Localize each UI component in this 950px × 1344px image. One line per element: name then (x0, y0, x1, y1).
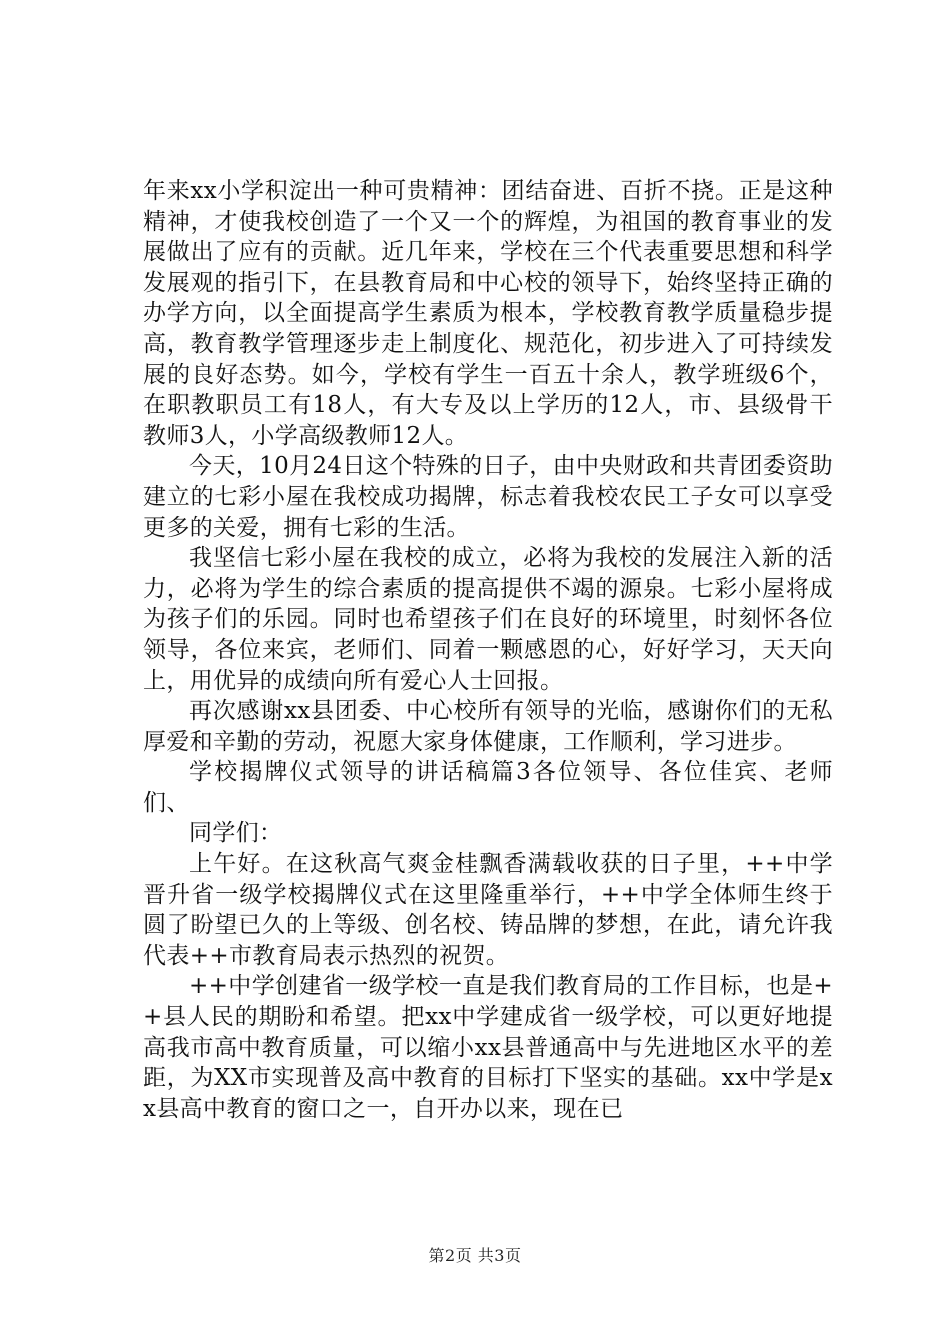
paragraph: 今天，10月24日这个特殊的日子，由中央财政和共青团委资助建立的七彩小屋在我校成功揭牌，标志着我校农民工子女可以享受更多的关爱，拥有七彩的生活。 (143, 453, 833, 541)
paragraph: ++中学创建省一级学校一直是我们教育局的工作目标，也是++县人民的期盼和希望。把xx中学建成省一级学校，可以更好地提高我市高中教育质量，可以缩小xx县普通高中与先进地区水平的差距，为XX市实现普及高中教育的目标打下坚实的基础。xx中学是xx县高中教育的窗口之一，自开办以来，现在已 (143, 973, 833, 1122)
page-number-footer: 第2页 共3页 (428, 1246, 522, 1265)
paragraph: 年来xx小学积淀出一种可贵精神：团结奋进、百折不挠。正是这种精神，才使我校创造了一个又一个的辉煌，为祖国的教育事业的发展做出了应有的贡献。近几年来，学校在三个代表重要思想和科学发展观的指引下，在县教育局和中心校的领导下，始终坚持正确的办学方向，以全面提高学生素质为根本，学校教育教学质量稳步提高，教育教学管理逐步走上制度化、规范化，初步进入了可持续发展的良好态势。如今，学校有学生一百五十余人，教学班级6个，在职教职员工有18人，有大专及以上学历的12人，市、县级骨干教师3人，小学高级教师12人。 (143, 178, 833, 449)
paragraph: 我坚信七彩小屋在我校的成立，必将为我校的发展注入新的活力，必将为学生的综合素质的提高提供不竭的源泉。七彩小屋将成为孩子们的乐园。同时也希望孩子们在良好的环境里，时刻怀各位领导，各位来宾，老师们、同着一颗感恩的心，好好学习，天天向上，用优异的成绩向所有爱心人士回报。 (143, 545, 833, 694)
paragraph: 学校揭牌仪式领导的讲话稿篇3各位领导、各位佳宾、老师们、 (143, 759, 833, 816)
paragraph: 同学们： (189, 820, 283, 847)
paragraph: 上午好。在这秋高气爽金桂飘香满载收获的日子里，++中学晋升省一级学校揭牌仪式在这里隆重举行，++中学全体师生终于圆了盼望已久的上等级、创名校、铸品牌的梦想，在此，请允许我代表++市教育局表示热烈的祝贺。 (143, 851, 833, 969)
paragraph: 再次感谢xx县团委、中心校所有领导的光临，感谢你们的无私厚爱和辛勤的劳动，祝愿大家身体健康，工作顺利，学习进步。 (143, 698, 833, 755)
document-body (143, 176, 833, 1124)
